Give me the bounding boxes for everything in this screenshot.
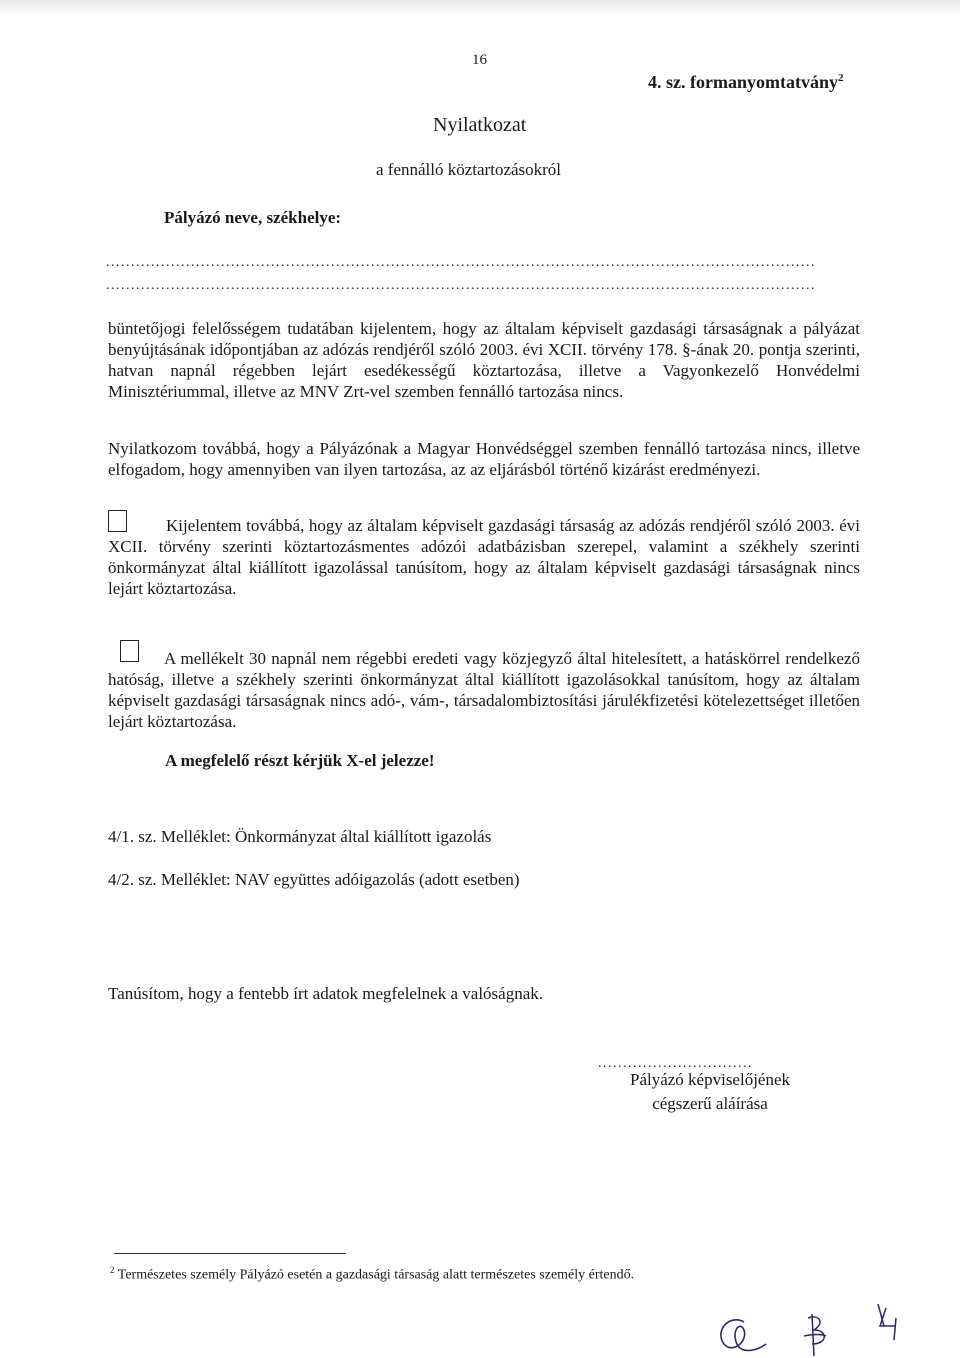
applicant-dotted-line-2[interactable]: .............................................................................................................................................. [106,280,816,292]
declaration-paragraph-2: Nyilatkozom továbbá, hogy a Pályázónak a Magyar Honvédséggel szemben fennálló tartozása nincs, illetve elfogadom, hogy amennyiben van ilyen tartozása, az az eljárásból történő kizárást eredményezi. [108,439,860,479]
attachment-1: 4/1. sz. Melléklet: Önkormányzat által kiállított igazolás [108,827,492,846]
applicant-dotted-line-1[interactable]: .............................................................................................................................................. [106,257,816,269]
form-number [648,72,843,93]
document-subtitle: a fennálló köztartozásokról [376,160,562,179]
option-2-text: A mellékelt 30 napnál nem régebbi eredeti vagy közjegyző által hitelesített, a hatáskörrel rendelkező hatóság, illetve a székhely szerinti önkormányzat által kiállított igazolásokkal tanúsítom, hogy az általam képviselt gazdasági társaságnak nincs adó-, vám-, társadalombiztosítási járulékfizetési kötelezettséget illetően lejárt köztartozása. [108,649,860,731]
footnote-separator [114,1253,346,1254]
certification-statement: Tanúsítom, hogy a fentebb írt adatok megfelelnek a valóságnak. [108,984,544,1003]
option-1-text: Kijelentem továbbá, hogy az általam képviselt gazdasági társaság az adózás rendjéről szóló 2003. évi XCII. törvény szerinti köztartozásmentes adózói adatbázisban szerepel, valamint a székhely szerinti önkormányzat által kiállított igazolással tanúsítom, hogy az általam képviselt gazdasági társaságnak nincs lejárt köztartozása. [108,516,860,598]
scan-top-band [0,0,960,16]
footnote [110,1265,634,1284]
footnote-text: Természetes személy Pályázó esetén a gazdasági társaság alatt természetes személy értendő. [117,1267,635,1283]
handwritten-initials [700,1300,920,1358]
signature-line[interactable]: ............................... [598,1056,753,1071]
signature-label-line-2: cégszerű aláírása [652,1094,768,1113]
signature-label-line-1: Pályázó képviselőjének [629,1070,791,1089]
attachment-2: 4/2. sz. Melléklet: NAV együttes adóigazolás (adott esetben) [108,870,520,889]
instruction-text: A megfelelő részt kérjük X-el jelezze! [165,751,435,770]
footnote-number: 2 [110,1265,115,1275]
declaration-paragraph-1: büntetőjogi felelősségem tudatában kijelentem, hogy az általam képviselt gazdasági társaságnak a pályázat benyújtásának időpontjában az adózás rendjéről szóló 2003. évi XCII. törvény 178. §-ának 20. pontja szerinti, hatvan napnál régebben lejárt esedékességű köztartozása, illetve a Vagyonkezelő Honvédelmi Minisztériummal, illetve az MNV Zrt-vel szemben fennálló tartozása nincs. [108,319,860,401]
page-number: 16 [472,52,487,68]
form-number-footnote-ref: 2 [837,72,844,84]
applicant-name-label: Pályázó neve, székhelye: [164,208,342,227]
form-number-text: 4. sz. formanyomtatvány [648,72,838,92]
document-title: Nyilatkozat [433,114,527,136]
